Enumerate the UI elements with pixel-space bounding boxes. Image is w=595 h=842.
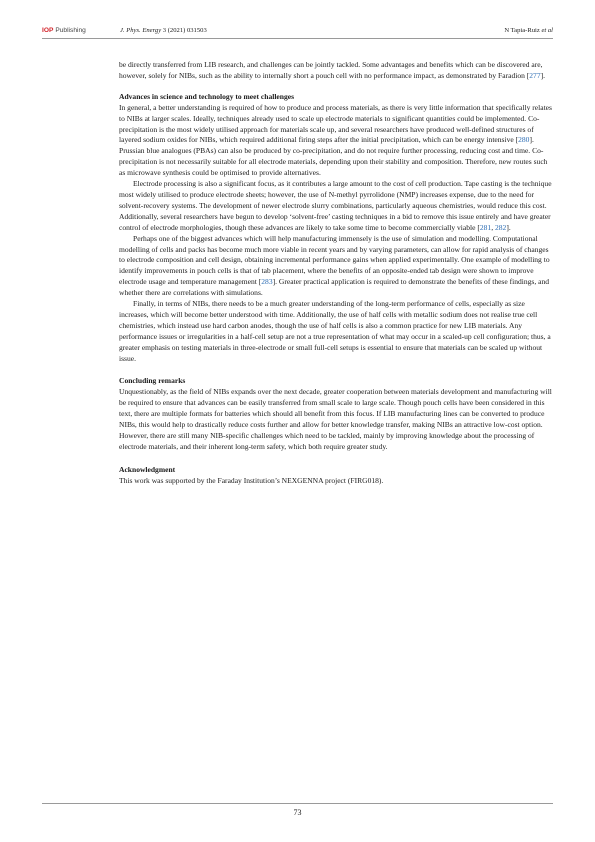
- header-rule: [42, 38, 553, 39]
- section-spacer: [119, 82, 553, 92]
- paragraph-text: This work was supported by the Faraday Institution’s NEXGENNA project (FIRG018).: [119, 475, 384, 485]
- citation-link-283[interactable]: 283: [261, 277, 273, 287]
- paragraph-advances-4: [119, 299, 553, 364]
- publisher-mark: IOP: [42, 27, 54, 34]
- paragraph-text: Electrode processing is also a significant focus, as it contributes a large amount to the cost of cell production. Tape casting is the technique most widely utilised to produce electrode sheets; however, the use of N-methyl pyrrolidone (NMP) increases expense, due to the need for solvent-recovery systems. The development of newer electrode slurry combinations, particularly aqueous chemistries, would reduce this cost. Additionally, several researchers have begun to develop ‘solvent-free’ casting techniques in a bid to remove this issue entirely and have greater control of electrode morphologies, though these advances are likely to take some time to become commercially viable [: [119, 179, 552, 232]
- paragraph-text: be directly transferred from LIB research, and challenges can be jointly tackled. Some advantages and benefits which can be discovered are, however, solely for NIBs, such as the ability to internally short a pouch cell with no performance impact, as demonstrated by Faradion [: [119, 60, 543, 80]
- section-spacer: [119, 453, 553, 465]
- paragraph-acknowledgment: [119, 476, 553, 487]
- paragraph-advances-3: [119, 234, 553, 299]
- paragraph-advances-2: [119, 179, 553, 234]
- journal-name: J. Phys. Energy: [120, 27, 162, 34]
- running-authors: [504, 27, 553, 34]
- paragraph-text: Finally, in terms of NIBs, there needs to be a much greater understanding of the long-term performance of cells, especially as size increases, which will become better understood with time. Additionally, the use of half cells with metallic sodium does not realise true cell chemistries, which instead use hard carbon anodes, though the use of half cells is also a common practice for new LIB materials. Any performance issues or irregularities in a half-cell setup are not a true representation of what may occur in a scaled-up cell configuration; thus, a greater emphasis on testing materials in three-electrode or small full-cell setups is essential to ensure that materials can be scaled up without issue.: [119, 299, 551, 363]
- page-number: 73: [293, 808, 302, 817]
- paragraph-text: Perhaps one of the biggest advances which will help manufacturing immensely is the use of simulation and modelling. Computational modelling of cells and packs has become much more viable in recent years and by varying parameters, can allow for rapid analysis of changes to electrode composition and cell design, obtaining incremental performance gains when applied experimentally. One example of modelling to identify improvements in pouch cells is that of tab placement, where the benefits of an opposite-ended tab design were shown to improve electrode usage and temperature management [: [119, 233, 550, 287]
- section-heading-advances: Advances in science and technology to meet challenges: [119, 91, 295, 101]
- section-heading-acknowledgment: Acknowledgment: [119, 464, 176, 474]
- citation-link-281[interactable]: 281: [479, 222, 492, 232]
- paragraph-advances-1: [119, 103, 553, 179]
- section-spacer: [119, 364, 553, 376]
- publisher-logo[interactable]: [42, 27, 86, 34]
- section-heading-concluding: Concluding remarks: [119, 376, 186, 386]
- paragraph-concluding-1: [119, 387, 553, 452]
- paragraph-text: ]. Prussian blue analogues (PBAs) can also be produced by co-precipitation, and do not require further processing, reducing cost and time. Co-precipitation is not necessarily suitable for all electrode materials, depending upon their stability and composition. Therefore, new routes such as microwave synthesis could be optimised to provide alternatives.: [119, 135, 548, 178]
- citation-link-282[interactable]: 282: [494, 222, 507, 232]
- paragraph-text: Unquestionably, as the field of NIBs expands over the next decade, greater cooperation between materials development and manufacturing will be required to ensure that advances can be easily transferred from small scale to large scale. Though pouch cells have been considered in this text, there are multiple formats for batteries which should all benefit from this focus. If LIB manufacturing lines can be converted to produce NIBs, this would help to drastically reduce costs further and allow for better knowledge transfer, making NIBs an attractive low-cost option. However, there are still many NIB-specific challenges which need to be tackled, mainly by improving knowledge about the processing of electrode materials, and their inherent long-term safety, which both require greater study.: [119, 387, 552, 451]
- article-body: [119, 60, 553, 487]
- continued-paragraph: [119, 60, 553, 82]
- paragraph-text: In general, a better understanding is required of how to produce and process materials, as there is very little information that specifically relates to NIBs at larger scales. Ideally, techniques already used to scale up electrode materials to significant quantities could be implemented. Co-precipitation is the most widely utilised approach for materials scale up, and several researchers have produced well-defined structures of layered sodium oxides for NIBs, which required additional firing steps after the initial precipitation, which can be energy intensive [: [119, 102, 552, 145]
- citation-link-277[interactable]: 277: [529, 70, 541, 80]
- journal-citation: [120, 27, 207, 34]
- footer-rule: [42, 803, 553, 804]
- citation-separator: ,: [491, 222, 495, 232]
- paragraph-text: ].: [540, 70, 545, 80]
- paragraph-text: ]. Greater practical application is required to demonstrate the benefits of these findings, and whether there are correlations with simulations.: [119, 277, 550, 298]
- paragraph-text: ].: [506, 222, 511, 232]
- authors-etal: et al: [541, 27, 553, 34]
- citation-link-280[interactable]: 280: [518, 135, 530, 145]
- publisher-name: Publishing: [55, 27, 86, 34]
- authors-main: N Tapia-Ruiz: [504, 27, 542, 34]
- journal-volume-year: 3 (2021) 031503: [161, 27, 207, 34]
